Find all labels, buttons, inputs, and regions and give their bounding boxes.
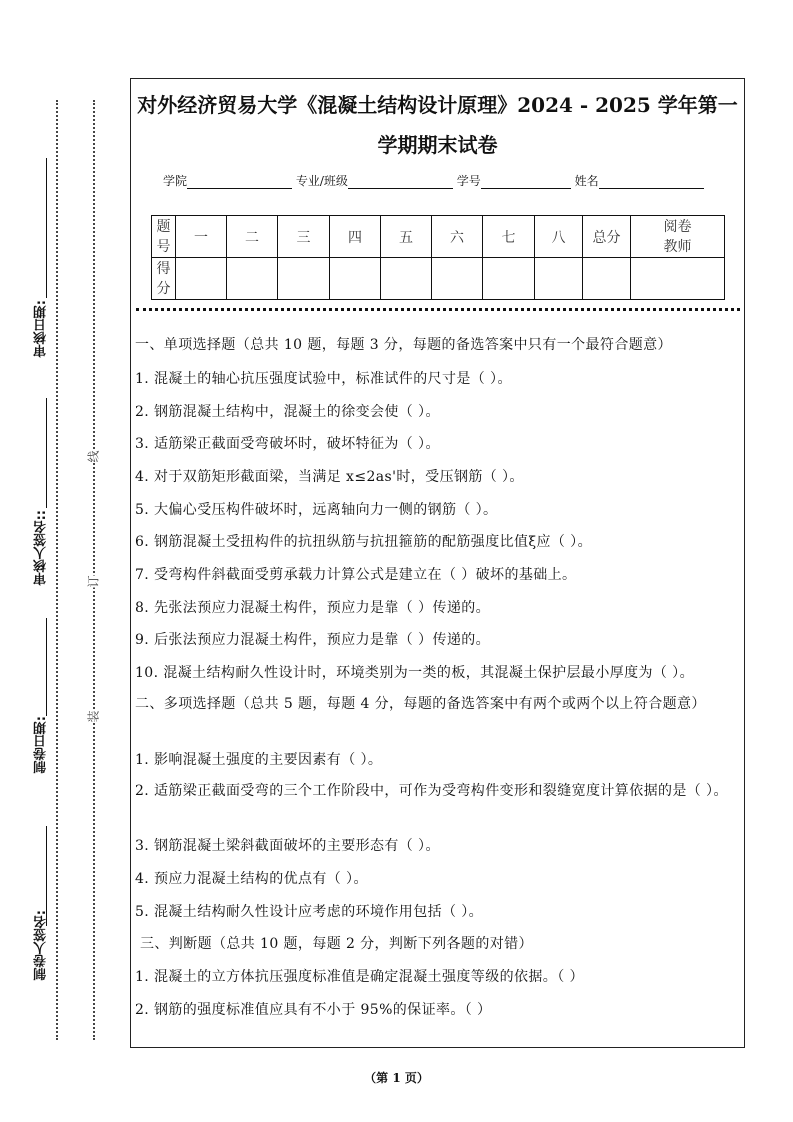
college-label: 学院 — [163, 174, 188, 188]
question: 5. 混凝土结构耐久性设计应考虑的环境作用包括（ ）。 — [135, 904, 484, 920]
reviewer-signature-line — [46, 398, 47, 508]
score-row-header: 得分 — [152, 258, 176, 300]
reviewer-signature-label: 审核人签名:: — [34, 510, 49, 586]
preparer-signature-label: 制卷人签名: — [34, 910, 49, 981]
student-id-label: 学号 — [456, 174, 481, 188]
student-info-row — [163, 172, 704, 189]
question: 1. 混凝土的立方体抗压强度标准值是确定混凝土强度等级的依据。（ ） — [135, 969, 584, 985]
col-header: 八 — [535, 216, 583, 258]
exam-title-line2: 学期期末试卷 — [377, 133, 498, 157]
question: 1. 影响混凝土强度的主要因素有（ ）。 — [135, 752, 383, 768]
col-header: 六 — [432, 216, 483, 258]
score-cell[interactable] — [227, 258, 278, 300]
separator-dotted-line — [136, 308, 740, 311]
major-class-field[interactable] — [348, 176, 453, 189]
question: 7. 受弯构件斜截面受剪承载力计算公式是建立在（ ）破坏的基础上。 — [135, 567, 577, 583]
col-header: 三 — [278, 216, 330, 258]
score-cell[interactable] — [381, 258, 432, 300]
question: 2. 钢筋的强度标准值应具有不小于 95%的保证率。（ ） — [135, 1002, 492, 1018]
score-cell[interactable] — [631, 258, 725, 300]
score-cell[interactable] — [535, 258, 583, 300]
question: 2. 钢筋混凝土结构中，混凝土的徐变会使（ ）。 — [135, 404, 440, 420]
question: 9. 后张法预应力混凝土构件，预应力是靠（ ）传递的。 — [135, 632, 491, 648]
score-cell[interactable] — [176, 258, 227, 300]
score-cell[interactable] — [583, 258, 631, 300]
col-header: 二 — [227, 216, 278, 258]
question: 6. 钢筋混凝土受扭构件的抗扭纵筋与抗扭箍筋的配筋强度比值ξ应（ ）。 — [135, 534, 592, 550]
binding-char-line: 线 — [86, 450, 101, 463]
section-heading: 三、判断题（总共 10 题，每题 2 分，判断下列各题的对错） — [140, 936, 533, 952]
question: 3. 钢筋混凝土梁斜截面破坏的主要形态有（ ）。 — [135, 838, 440, 854]
section-heading: 二、多项选择题（总共 5 题，每题 4 分，每题的备选答案中有两个或两个以上符合题意） — [135, 696, 706, 712]
score-cell[interactable] — [432, 258, 483, 300]
exam-title-line1: 对外经济贸易大学《混凝土结构设计原理》2024 - 2025 学年第一 — [137, 93, 738, 117]
major-class-label: 专业/班级 — [295, 174, 348, 188]
col-header: 五 — [381, 216, 432, 258]
score-cell[interactable] — [278, 258, 330, 300]
question: 1. 混凝土的轴心抗压强度试验中，标准试件的尺寸是（ ）。 — [135, 371, 512, 387]
prepare-date-label: 制卷日期: — [34, 716, 49, 774]
question: 2. 适筋梁正截面受弯的三个工作阶段中，可作为受弯构件变形和裂缝宽度计算依据的是（ ）。 — [135, 783, 728, 799]
prepare-date-line — [46, 618, 47, 716]
college-field[interactable] — [187, 176, 292, 189]
col-header: 七 — [483, 216, 535, 258]
question: 3. 适筋梁正截面受弯破坏时，破坏特征为（ ）。 — [135, 436, 440, 452]
question: 4. 预应力混凝土结构的优点有（ ）。 — [135, 871, 368, 887]
binding-char-bind: 装 — [86, 710, 101, 723]
score-table — [151, 215, 725, 300]
student-id-field[interactable] — [481, 176, 571, 189]
binding-dotted-line-outer — [56, 100, 58, 1040]
binding-char-staple: 订 — [86, 575, 101, 588]
review-date-line — [46, 158, 47, 298]
question: 10. 混凝土结构耐久性设计时，环境类别为一类的板，其混凝土保护层最小厚度为（ ）。 — [135, 665, 694, 681]
col-header-grader: 阅卷教师 — [631, 216, 725, 258]
question: 5. 大偏心受压构件破坏时，远离轴向力一侧的钢筋（ ）。 — [135, 502, 498, 518]
col-header: 总分 — [583, 216, 631, 258]
question-number-header: 题号 — [152, 216, 176, 258]
review-date-label: 审核日期: — [34, 300, 49, 358]
question: 8. 先张法预应力混凝土构件，预应力是靠（ ）传递的。 — [135, 600, 491, 616]
page-number: （第 1 页） — [364, 1071, 429, 1085]
col-header: 四 — [330, 216, 381, 258]
binding-dotted-line-inner — [93, 100, 95, 1040]
col-header: 一 — [176, 216, 227, 258]
section-heading: 一、单项选择题（总共 10 题，每题 3 分，每题的备选答案中只有一个最符合题意） — [135, 337, 672, 353]
name-field[interactable] — [599, 176, 704, 189]
name-label: 姓名 — [574, 174, 599, 188]
question: 4. 对于双筋矩形截面梁，当满足 x≤2as'时，受压钢筋（ ）。 — [135, 469, 524, 485]
score-cell[interactable] — [483, 258, 535, 300]
score-cell[interactable] — [330, 258, 381, 300]
